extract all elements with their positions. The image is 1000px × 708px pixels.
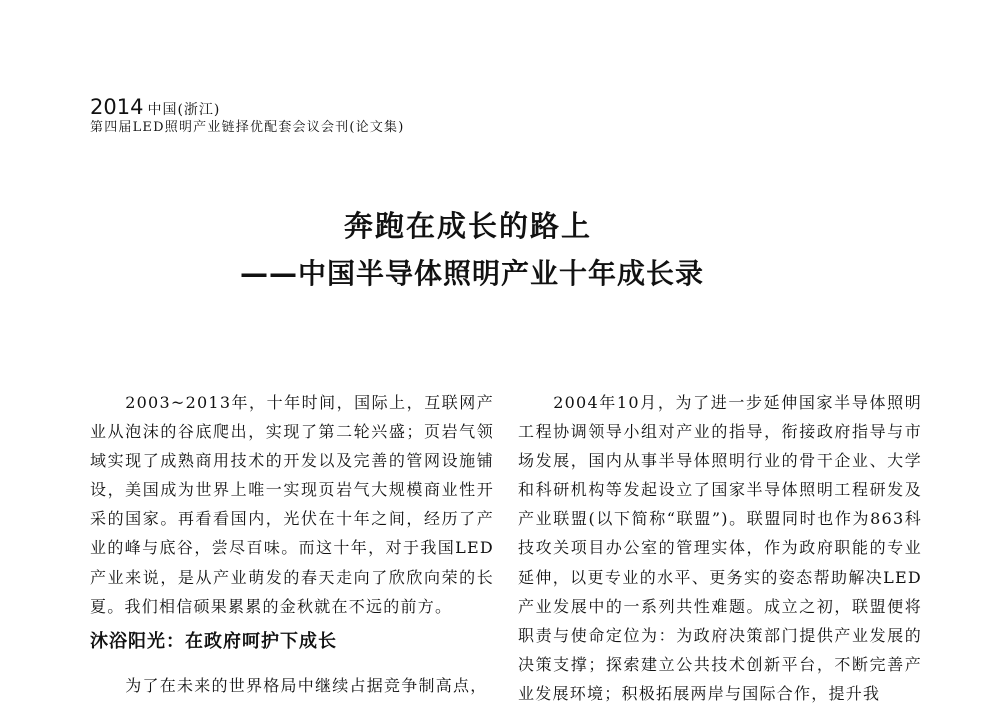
left-column (90, 388, 494, 700)
right-column-paragraph: 2004年10月，为了进一步延伸国家半导体照明工程协调领导小组对产业的指导，衔接政府指导与市场发展，国内从事半导体照明行业的骨干企业、大学和科研机构等发起设立了国家半导体照明工程研发及产业联盟(以下简称“联盟”)。联盟同时也作为863科技攻关项目办公室的管理实体，作为政府职能的专业延伸，以更专业的水平、更务实的姿态帮助解决LED产业发展中的一系列共性难题。成立之初，联盟便将职责与使命定位为：为政府决策部门提供产业发展的决策支撑；探索建立公共技术创新平台，不断完善产业发展环境；积极拓展两岸与国际合作，提升我 (518, 393, 922, 703)
article-title: 奔跑在成长的路上 (344, 209, 593, 243)
running-header (90, 96, 405, 138)
section-heading: 沐浴阳光：在政府呵护下成长 (90, 630, 337, 652)
header-line-1 (90, 96, 405, 118)
section-paragraph: 为了在未来的世界格局中继续占据竞争制高点， (125, 675, 488, 695)
header-region: 中国(浙江) (147, 102, 221, 118)
header-conference-name: 第四届LED照明产业链择优配套会议会刊(论文集) (90, 120, 405, 135)
right-column (518, 388, 922, 708)
intro-paragraph: 2003~2013年，十年时间，国际上，互联网产业从泡沫的谷底爬出，实现了第二轮兴盛；页岩气领域实现了成熟商用技术的开发以及完善的管网设施铺设，美国成为世界上唯一实现页岩气大规模商业性开采的国家。再看看国内，光伏在十年之间，经历了产业的峰与底谷，尝尽百味。而这十年，对于我国LED产业来说，是从产业萌发的春天走向了欣欣向荣的长夏。我们相信硕果累累的金秋就在不远的前方。 (90, 393, 494, 616)
article-subtitle: ——中国半导体照明产业十年成长录 (240, 257, 705, 290)
header-year: 2014 (90, 95, 144, 119)
